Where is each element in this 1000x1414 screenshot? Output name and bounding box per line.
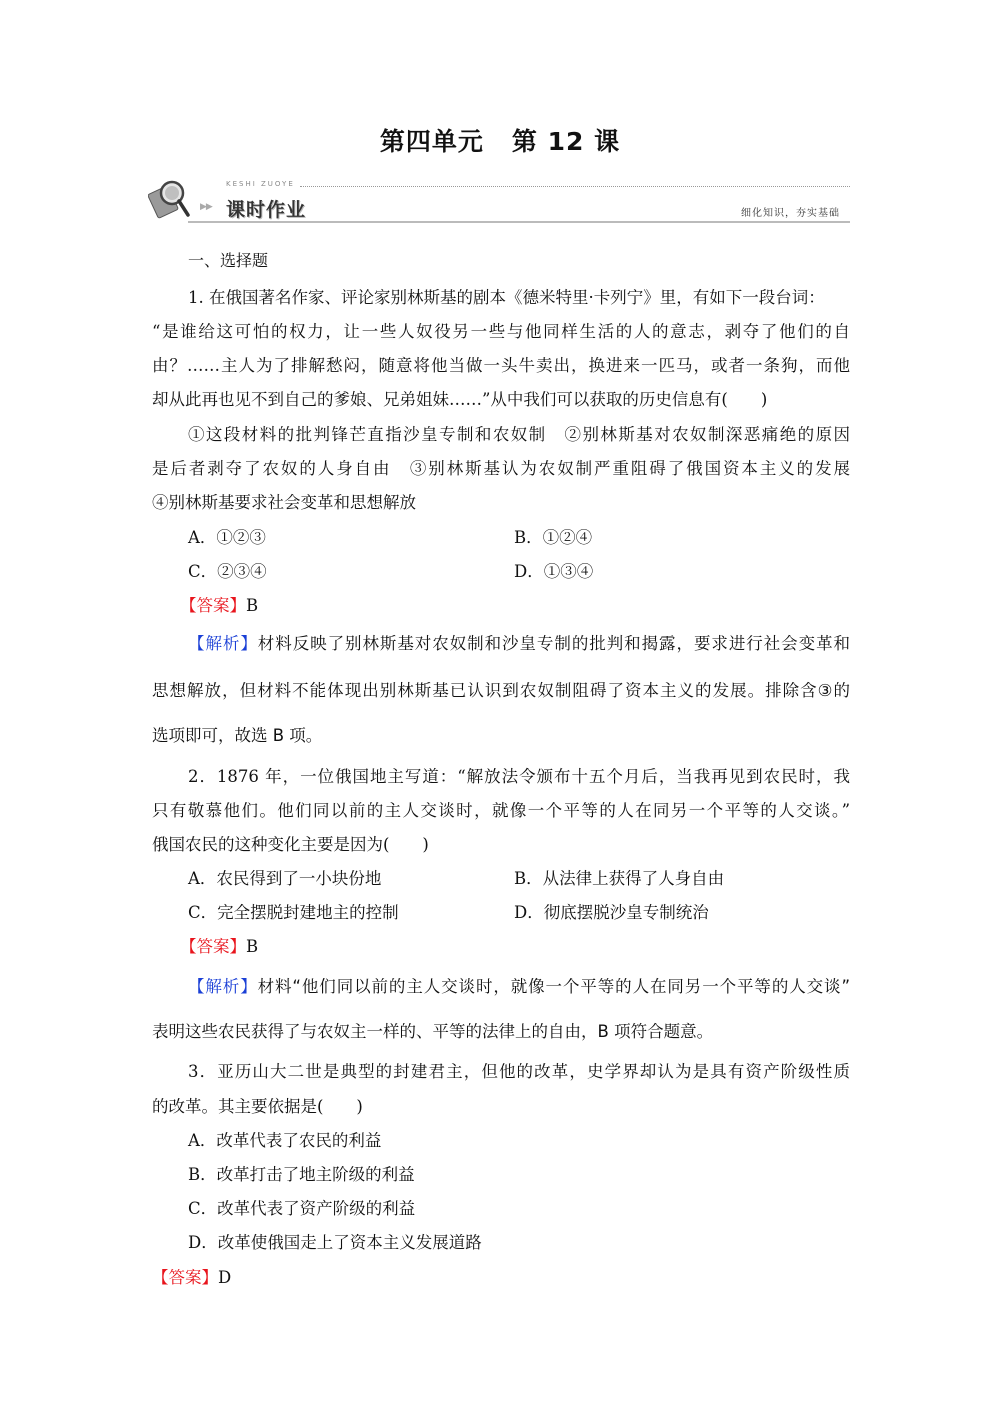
option-text: 改革代表了农民的利益: [216, 1131, 382, 1150]
q1-analysis-line: 思想解放，但材料不能体现出别林斯基已认识到农奴制阻碍了资本主义的发展。排除含③的: [152, 681, 850, 700]
option-label: D．: [514, 562, 544, 581]
q2-stem-line: 俄国农民的这种变化主要是因为( ): [152, 835, 429, 854]
q2-stem-line: 2．1876 年，一位俄国地主写道：“解放法令颁布十五个月后，当我再见到农民时，我: [188, 767, 850, 786]
title-unit: 第四单元: [379, 127, 484, 156]
option-text: 改革代表了资产阶级的利益: [217, 1199, 416, 1218]
option-label: A．: [188, 1131, 217, 1150]
option-label: D．: [188, 1233, 218, 1252]
q2-option-b: [514, 865, 724, 889]
q1-statement-line: 是后者剥夺了农奴的人身自由 ③别林斯基认为农奴制严重阻碍了俄国资本主义的发展: [152, 459, 850, 478]
q1-statement-line: ④别林斯基要求社会变革和思想解放: [152, 493, 416, 512]
answer-label: 【答案】: [180, 596, 246, 615]
analysis-label: 【解析】: [188, 634, 258, 653]
answer-label: 【答案】: [152, 1268, 218, 1287]
option-text: 完全摆脱封建地主的控制: [217, 903, 399, 922]
q3-option-b: [188, 1161, 415, 1185]
answer-label: 【答案】: [180, 937, 246, 956]
q1-option-a: [188, 524, 266, 548]
option-text: ①②④: [542, 528, 593, 547]
option-label: A．: [188, 528, 217, 547]
answer-value: B: [246, 937, 259, 956]
q3-stem-line: 3．亚历山大二世是典型的封建君主，但他的改革，史学界却认为是具有资产阶级性质: [188, 1062, 850, 1081]
answer-value: D: [218, 1268, 232, 1287]
q3-stem-line: 的改革。其主要依据是( ): [152, 1097, 363, 1116]
analysis-text: 材料反映了别林斯基对农奴制和沙皇专制的批判和揭露，要求进行社会变革和: [257, 634, 851, 653]
q1-answer: [180, 592, 258, 616]
option-label: D．: [514, 903, 544, 922]
option-label: B．: [514, 528, 543, 547]
q2-option-a: [188, 865, 381, 889]
banner-slogan: 细化知识，夯实基础: [741, 208, 840, 219]
analysis-text: 材料“他们同以前的主人交谈时，就像一个平等的人在同另一个平等的人交谈”: [257, 977, 850, 996]
homework-banner: [148, 175, 850, 223]
option-text: ①③④: [543, 562, 594, 581]
q3-option-d: [188, 1229, 482, 1253]
option-text: 从法律上获得了人身自由: [542, 869, 725, 888]
dotted-divider: [300, 186, 850, 187]
option-label: B．: [188, 1165, 217, 1184]
q2-analysis-line: [188, 973, 850, 997]
q3-answer: [152, 1264, 231, 1288]
magnifier-book-icon: [148, 177, 192, 221]
q1-statement-line: ①这段材料的批判锋芒直指沙皇专制和农奴制 ②别林斯基对农奴制深恶痛绝的原因: [188, 425, 850, 444]
option-label: A．: [188, 869, 217, 888]
q3-option-c: [188, 1195, 415, 1219]
option-text: 农民得到了一小块份地: [216, 869, 382, 888]
q1-option-b: [514, 524, 592, 548]
q2-stem-line: 只有敬慕他们。他们同以前的主人交谈时，就像一个平等的人在同另一个平等的人交谈。”: [152, 801, 850, 820]
q1-stem-line: 1. 在俄国著名作家、评论家别林斯基的剧本《德米特里·卡列宁》里，有如下一段台词：: [188, 288, 825, 307]
banner-rule: [188, 221, 850, 223]
q1-analysis-line: [188, 630, 850, 654]
arrow-icon: ▶▶: [200, 202, 212, 212]
q3-option-a: [188, 1127, 381, 1151]
option-label: C．: [188, 903, 218, 922]
section-heading: 一、选择题: [188, 251, 269, 270]
analysis-label: 【解析】: [188, 977, 258, 996]
option-label: B．: [514, 869, 543, 888]
q1-analysis-line: 选项即可，故选 B 项。: [152, 726, 323, 745]
q1-stem-line: 由？……主人为了排解愁闷，随意将他当做一头牛卖出，换进来一匹马，或者一条狗，而他: [152, 356, 850, 375]
q2-option-d: [514, 899, 709, 923]
q1-stem-line: “是谁给这可怕的权力，让一些人奴役另一些与他同样生活的人的意志，剥夺了他们的自: [152, 322, 850, 341]
option-text: ②③④: [217, 562, 267, 581]
option-label: C．: [188, 562, 218, 581]
q2-answer: [180, 933, 258, 957]
title-lesson: 第 12 课: [511, 127, 621, 156]
option-label: C．: [188, 1199, 218, 1218]
option-text: 改革使俄国走上了资本主义发展道路: [217, 1233, 482, 1252]
page-title: [0, 122, 1000, 158]
q2-option-c: [188, 899, 399, 923]
q2-analysis-line: 表明这些农民获得了与农奴主一样的、平等的法律上的自由，B 项符合题意。: [152, 1022, 714, 1041]
q1-stem-line: 却从此再也见不到自己的爹娘、兄弟姐妹……”从中我们可以获取的历史信息有( ): [152, 390, 768, 409]
option-text: 改革打击了地主阶级的利益: [216, 1165, 415, 1184]
banner-english: KESHI ZUOYE: [226, 180, 295, 188]
option-text: ①②③: [216, 528, 266, 547]
option-text: 彻底摆脱沙皇专制统治: [543, 903, 709, 922]
q1-option-d: [514, 558, 593, 582]
q1-option-c: [188, 558, 267, 582]
answer-value: B: [246, 596, 259, 615]
banner-title: 课时作业: [226, 199, 307, 221]
